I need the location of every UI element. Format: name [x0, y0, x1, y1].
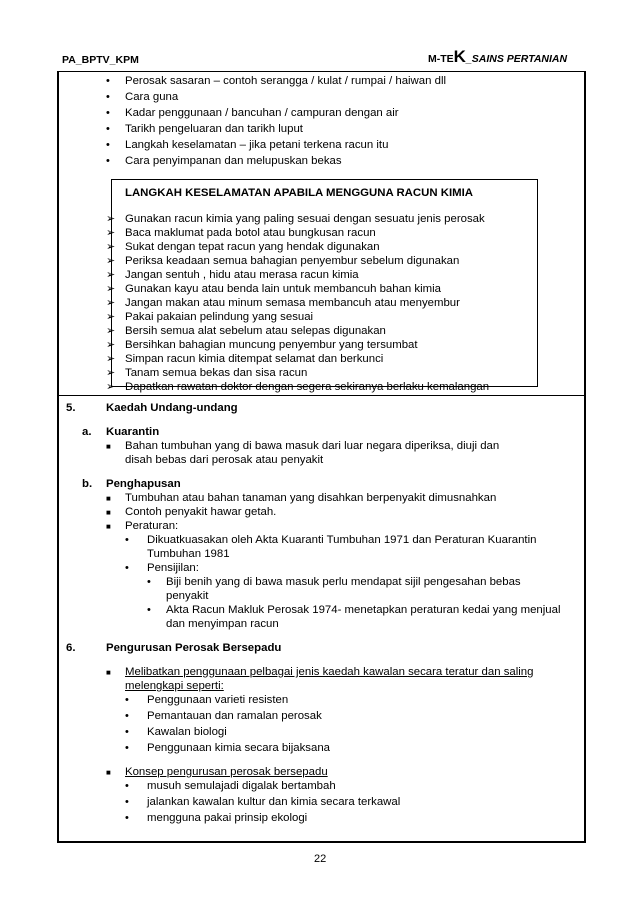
- list-item: Bersih semua alat sebelum atau selepas digunakan: [125, 325, 386, 337]
- arrow-bullet-icon: ➢: [106, 227, 116, 239]
- bullet-dot: •: [125, 694, 129, 706]
- list-item: Tumbuhan atau bahan tanaman yang disahkan berpenyakit dimusnahkan: [125, 492, 497, 504]
- square-bullet-icon: ■: [106, 508, 111, 517]
- bullet-dot: •: [106, 139, 110, 151]
- list-item-continuation: Tumbuhan 1981: [147, 548, 230, 560]
- list-item: Langkah keselamatan – jika petani terkena racun itu: [125, 139, 389, 151]
- list-item: Bahan tumbuhan yang di bawa masuk dari luar negara diperiksa, diuji dan: [125, 440, 500, 452]
- subsection-label: b.: [82, 478, 93, 490]
- header-rule: [57, 71, 586, 72]
- subsection-title: Kuarantin: [106, 426, 160, 438]
- list-item: Gunakan racun kimia yang paling sesuai dengan sesuatu jenis perosak: [125, 213, 485, 225]
- arrow-bullet-icon: ➢: [106, 269, 116, 281]
- arrow-bullet-icon: ➢: [106, 381, 116, 393]
- bullet-dot: •: [125, 780, 129, 792]
- header-right-big: K: [453, 47, 466, 66]
- section-number: 5.: [66, 402, 76, 414]
- arrow-bullet-icon: ➢: [106, 283, 116, 295]
- list-item: musuh semulajadi digalak bertambah: [147, 780, 336, 792]
- square-bullet-icon: ■: [106, 668, 111, 677]
- bullet-dot: •: [147, 576, 151, 588]
- section-number: 6.: [66, 642, 76, 654]
- list-item: Pemantauan dan ramalan perosak: [147, 710, 322, 722]
- arrow-bullet-icon: ➢: [106, 353, 116, 365]
- square-bullet-icon: ■: [106, 768, 111, 777]
- bullet-dot: •: [125, 742, 129, 754]
- list-item: Baca maklumat pada botol atau bungkusan racun: [125, 227, 376, 239]
- list-item: Peraturan:: [125, 520, 179, 532]
- list-item: Pakai pakaian pelindung yang sesuai: [125, 311, 314, 323]
- subsection-label: a.: [82, 426, 92, 438]
- list-item: Tanam semua bekas dan sisa racun: [125, 367, 308, 379]
- list-item: Akta Racun Makluk Perosak 1974- menetapkan peraturan kedai yang menjual: [166, 604, 561, 616]
- paragraph-heading: Konsep pengurusan perosak bersepadu: [125, 766, 328, 778]
- list-item: Simpan racun kimia ditempat selamat dan berkunci: [125, 353, 384, 365]
- list-item: Sukat dengan tepat racun yang hendak digunakan: [125, 241, 380, 253]
- paragraph-heading-continuation: melengkapi seperti:: [125, 680, 224, 692]
- list-item: Cara guna: [125, 91, 179, 103]
- list-item: Periksa keadaan semua bahagian penyembur sebelum digunakan: [125, 255, 460, 267]
- bullet-dot: •: [106, 107, 110, 119]
- bullet-dot: •: [125, 726, 129, 738]
- list-item: Bersihkan bahagian muncung penyembur yang tersumbat: [125, 339, 418, 351]
- arrow-bullet-icon: ➢: [106, 213, 116, 225]
- list-item: Perosak sasaran – contoh serangga / kulat / rumpai / haiwan dll: [125, 75, 447, 87]
- arrow-bullet-icon: ➢: [106, 241, 116, 253]
- list-item: Penggunaan kimia secara bijaksana: [147, 742, 331, 754]
- arrow-bullet-icon: ➢: [106, 297, 116, 309]
- header-right-suffix: _SAINS PERTANIAN: [465, 53, 568, 65]
- bullet-dot: •: [106, 91, 110, 103]
- square-bullet-icon: ■: [106, 494, 111, 503]
- header-left: PA_BPTV_KPM: [62, 54, 139, 66]
- bullet-dot: •: [106, 155, 110, 167]
- bullet-dot: •: [125, 534, 129, 546]
- header-right: [428, 47, 567, 67]
- bullet-dot: •: [125, 710, 129, 722]
- list-item: Gunakan kayu atau benda lain untuk membancuh bahan kimia: [125, 283, 441, 295]
- arrow-bullet-icon: ➢: [106, 311, 116, 323]
- list-item: Jangan sentuh , hidu atau merasa racun kimia: [125, 269, 359, 281]
- list-item-continuation: penyakit: [166, 590, 209, 602]
- section-divider: [57, 395, 586, 396]
- bullet-dot: •: [106, 75, 110, 87]
- arrow-bullet-icon: ➢: [106, 367, 116, 379]
- list-item: Dikuatkuasakan oleh Akta Kuaranti Tumbuhan 1971 dan Peraturan Kuarantin: [147, 534, 537, 546]
- list-item: Contoh penyakit hawar getah.: [125, 506, 277, 518]
- list-item: Biji benih yang di bawa masuk perlu mendapat sijil pengesahan bebas: [166, 576, 521, 588]
- bullet-dot: •: [125, 812, 129, 824]
- bullet-dot: •: [125, 796, 129, 808]
- bullet-dot: •: [147, 604, 151, 616]
- list-item: Dapatkan rawatan doktor dengan segera sekiranya berlaku kemalangan: [125, 381, 490, 393]
- list-item: Cara penyimpanan dan melupuskan bekas: [125, 155, 342, 167]
- list-item-continuation: dan menyimpan racun: [166, 618, 279, 630]
- bullet-dot: •: [106, 123, 110, 135]
- list-item-continuation: disah bebas dari perosak atau penyakit: [125, 454, 324, 466]
- square-bullet-icon: ■: [106, 442, 111, 451]
- list-item: Jangan makan atau minum semasa membancuh atau menyembur: [125, 297, 460, 309]
- paragraph-heading: Melibatkan penggunaan pelbagai jenis kaedah kawalan secara teratur dan saling: [125, 666, 534, 678]
- list-item: Pensijilan:: [147, 562, 199, 574]
- list-item: mengguna pakai prinsip ekologi: [147, 812, 308, 824]
- list-item: Kawalan biologi: [147, 726, 227, 738]
- list-item: jalankan kawalan kultur dan kimia secara terkawal: [147, 796, 401, 808]
- section-title: Kaedah Undang-undang: [106, 402, 238, 414]
- list-item: Tarikh pengeluaran dan tarikh luput: [125, 123, 303, 135]
- list-item: Kadar penggunaan / bancuhan / campuran dengan air: [125, 107, 399, 119]
- subsection-title: Penghapusan: [106, 478, 181, 490]
- page-number: 22: [314, 853, 327, 865]
- section-title: Pengurusan Perosak Bersepadu: [106, 642, 282, 654]
- list-item: Penggunaan varieti resisten: [147, 694, 289, 706]
- arrow-bullet-icon: ➢: [106, 255, 116, 267]
- square-bullet-icon: ■: [106, 522, 111, 531]
- safety-box-title: LANGKAH KESELAMATAN APABILA MENGGUNA RACUN KIMIA: [125, 187, 474, 199]
- header-right-prefix: M-TE: [428, 53, 454, 65]
- bullet-dot: •: [125, 562, 129, 574]
- arrow-bullet-icon: ➢: [106, 325, 116, 337]
- arrow-bullet-icon: ➢: [106, 339, 116, 351]
